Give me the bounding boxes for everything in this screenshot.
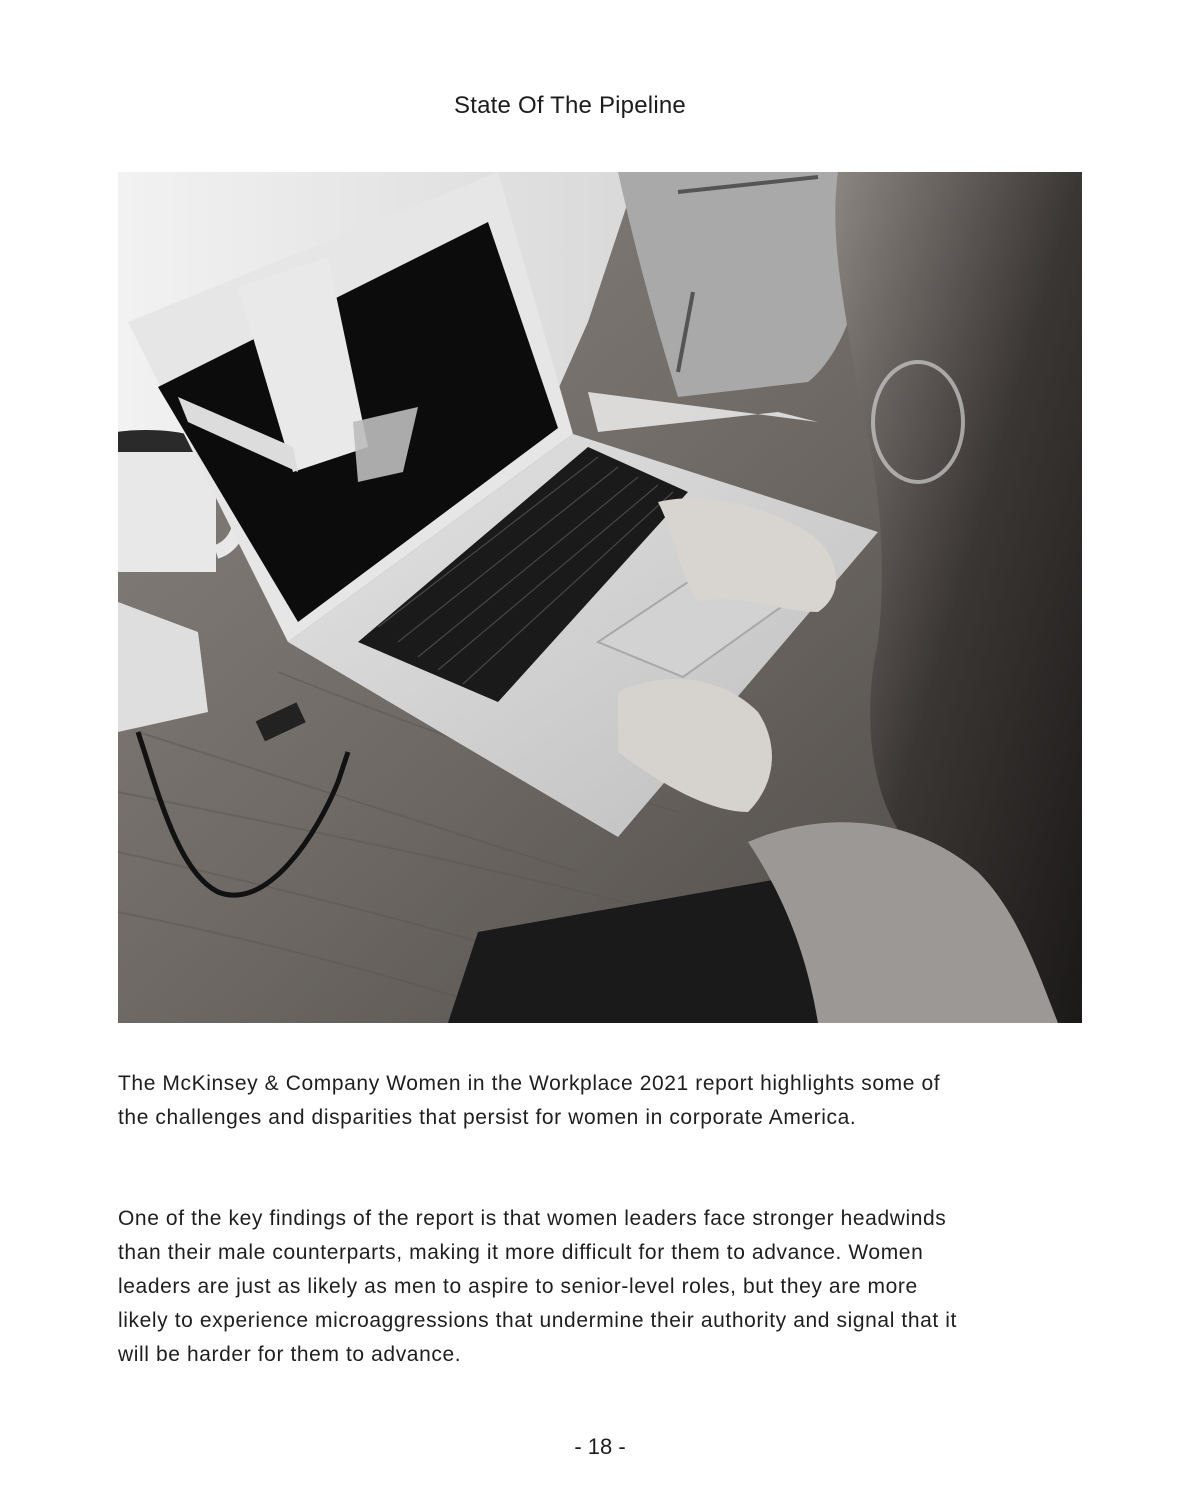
page-number: - 18 -: [574, 1434, 626, 1459]
page-title: State Of The Pipeline: [454, 92, 686, 119]
laptop-photo: [118, 172, 1082, 1023]
body-paragraph-1: The McKinsey & Company Women in the Workplace 2021 report highlights some of the challenges and disparities that persist for women in corporate America.: [118, 1072, 941, 1129]
body-paragraph-2: One of the key findings of the report is that women leaders face stronger headwinds than their male counterparts, making it more difficult for them to advance. Women leaders are just as likely as men to aspire to senior-level roles, but they are more likely to experience microaggressions that undermine their authority and signal that it will be harder for them to advance.: [118, 1207, 957, 1366]
